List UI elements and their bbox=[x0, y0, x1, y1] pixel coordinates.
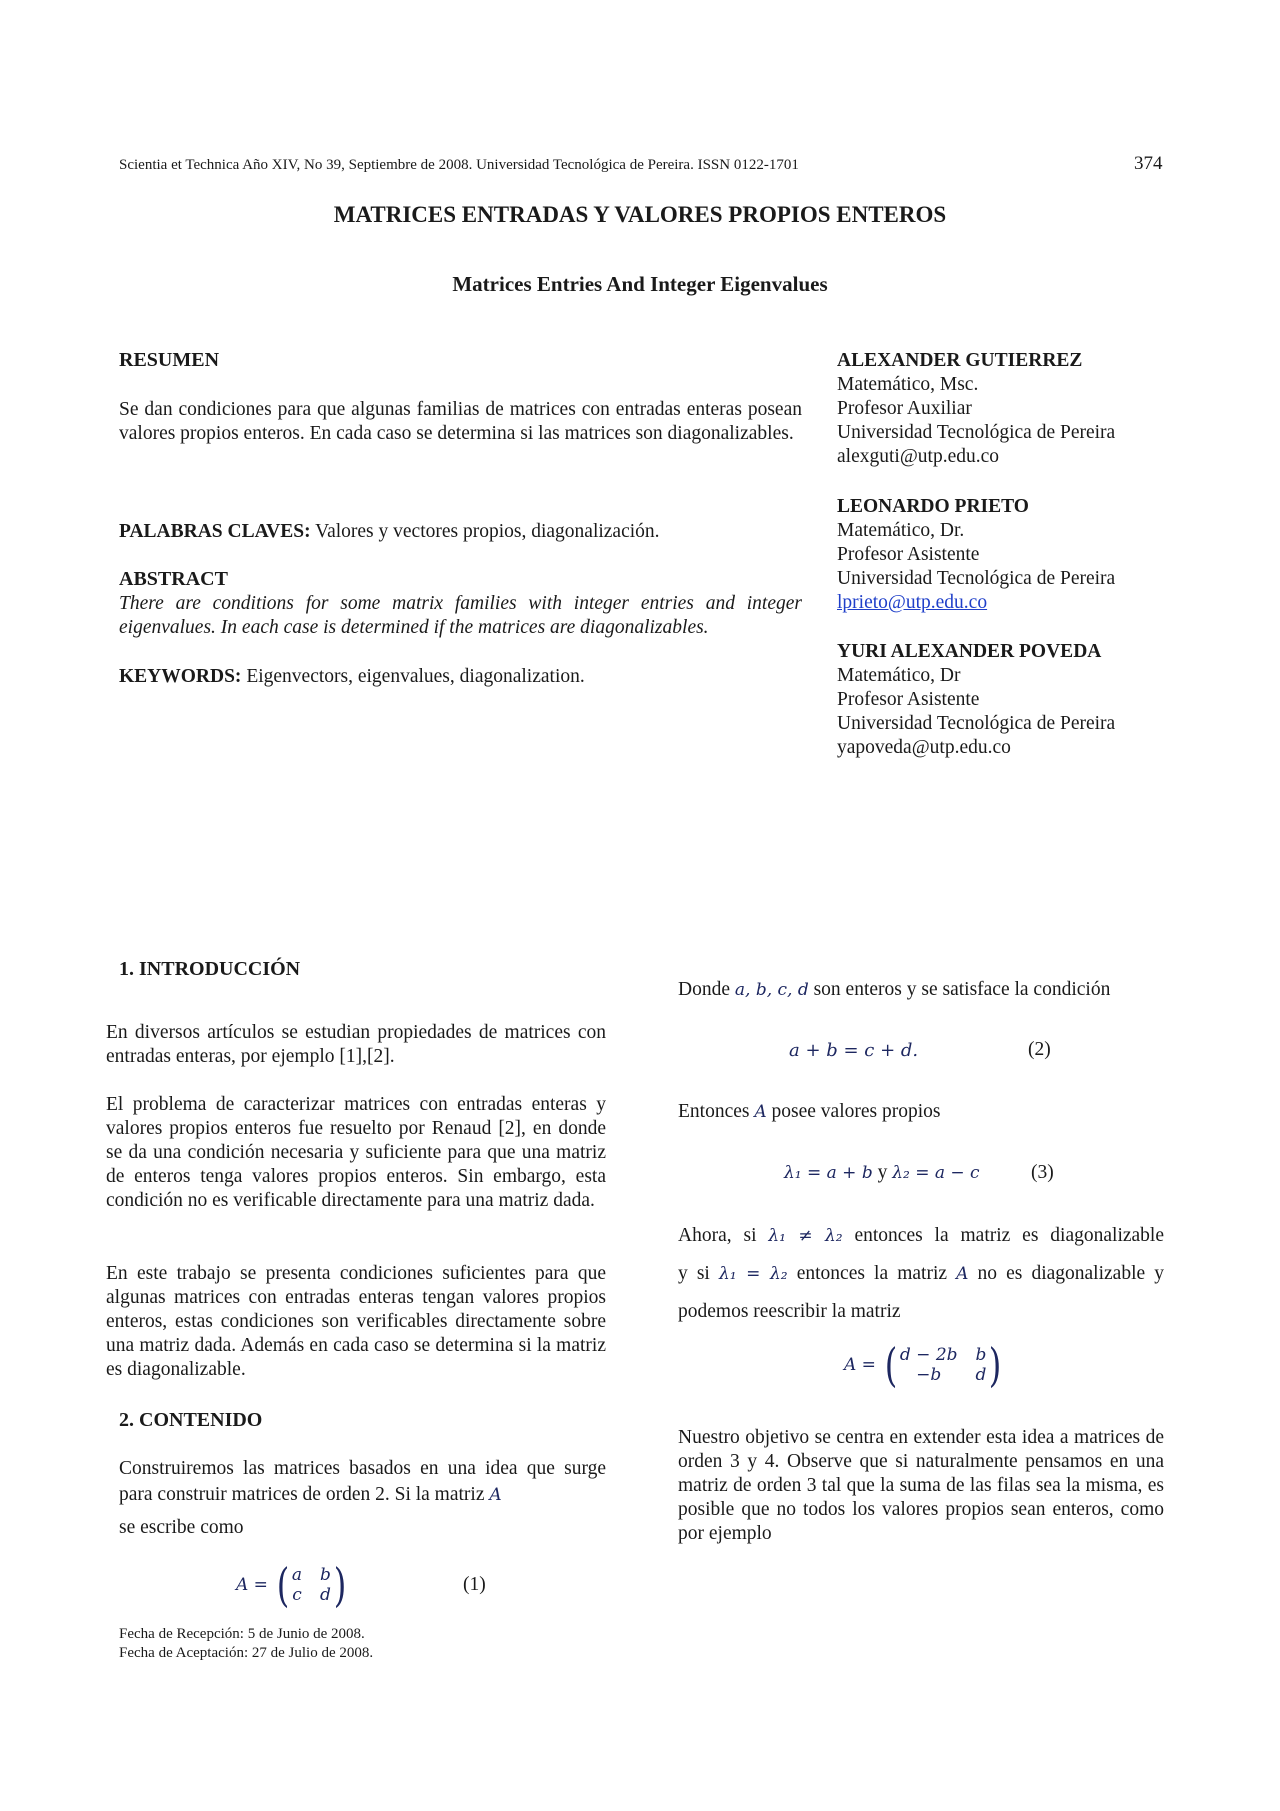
author-degree: Matemático, Dr. bbox=[837, 520, 965, 541]
intro-paragraph-1: En diversos artículos se estudian propiedades de matrices con entradas enteras, por ejemplo [1],[2]. bbox=[106, 1022, 606, 1067]
matrix-entry: −b bbox=[916, 1365, 942, 1385]
donde-post: son enteros y se satisface la condición bbox=[808, 979, 1111, 1000]
contenido-text-end: se escribe como bbox=[119, 1517, 244, 1538]
eq1-lhs: A = bbox=[236, 1575, 268, 1595]
matrix-entry: c bbox=[292, 1585, 302, 1605]
running-header: Scientia et Technica Año XIV, No 39, Septiembre de 2008. Universidad Tecnológica de Pereira. ISSN 0122-1701 bbox=[119, 157, 799, 173]
right-paren: ) bbox=[989, 1338, 1002, 1392]
palabras-claves bbox=[119, 520, 802, 544]
palabras-claves-label: PALABRAS CLAVES: bbox=[119, 521, 311, 542]
entonces-post: posee valores propios bbox=[766, 1101, 941, 1122]
math-lambda-eq: λ₁ = λ₂ bbox=[718, 1264, 788, 1284]
author-position: Profesor Asistente bbox=[837, 544, 980, 565]
matrix-entry: b bbox=[320, 1565, 331, 1585]
donde-pre: Donde bbox=[678, 979, 735, 1000]
math-lambda-neq: λ₁ ≠ λ₂ bbox=[768, 1226, 843, 1246]
abstract-text: There are conditions for some matrix families with integer entries and integer eigenvalues. In each case is determined if the matrices are diagonalizables. bbox=[119, 593, 802, 638]
ysi-post: no es diagonalizable y bbox=[968, 1263, 1164, 1284]
left-paren: ( bbox=[276, 1558, 290, 1612]
contenido-paragraph bbox=[119, 1456, 606, 1508]
intro-paragraph-2: El problema de caracterizar matrices con entradas enteras y valores propios enteros fue resuelto por Renaud [2], en donde se da una condición necesaria y suficiente para que una matriz de enteros tenga valores propios enteros. Sin embargo, esta condición no es verificable directamente para una matriz dada. bbox=[106, 1094, 606, 1211]
author-name: LEONARDO PRIETO bbox=[837, 496, 1029, 517]
resumen-heading: RESUMEN bbox=[119, 349, 220, 371]
author-position: Profesor Auxiliar bbox=[837, 398, 972, 419]
author-institution: Universidad Tecnológica de Pereira bbox=[837, 713, 1116, 734]
keywords-text: Eigenvectors, eigenvalues, diagonalization. bbox=[241, 666, 585, 687]
resumen-text: Se dan condiciones para que algunas familias de matrices con entradas enteras posean valores propios enteros. En cada caso se determina si las matrices son diagonalizables. bbox=[119, 399, 802, 444]
author-degree: Matemático, Dr bbox=[837, 665, 961, 686]
ysi-pre: y si bbox=[678, 1263, 719, 1284]
ysi-line bbox=[678, 1262, 1164, 1286]
math-var-A: A bbox=[489, 1485, 502, 1505]
author-email: alexguti@utp.edu.co bbox=[837, 446, 999, 467]
math-var-A: A bbox=[956, 1264, 969, 1284]
left-paren: ( bbox=[884, 1338, 898, 1392]
palabras-claves-text: Valores y vectores propios, diagonalización. bbox=[310, 521, 660, 542]
footnote bbox=[119, 1625, 373, 1663]
ahora-post: entonces la matriz es diagonalizable bbox=[842, 1225, 1164, 1246]
entonces-line bbox=[678, 1100, 940, 1124]
intro-paragraph-3: En este trabajo se presenta condiciones suficientes para que algunas matrices con entradas enteras tengan valores propios enteros, estas condiciones son verificables directamente sobre una matriz dada. Además en cada caso se determina si la matriz es diagonalizable. bbox=[106, 1263, 606, 1380]
matrix-entry: d − 2b bbox=[899, 1345, 958, 1365]
author-degree: Matemático, Msc. bbox=[837, 374, 979, 395]
donde-line bbox=[678, 978, 1110, 1002]
equation-4 bbox=[844, 1338, 1004, 1392]
eq3-number: (3) bbox=[1031, 1162, 1054, 1183]
lambda-2-expr: λ₂ = a − c bbox=[892, 1163, 980, 1183]
contenido-text: Construiremos las matrices basados en una idea que surge para construir matrices de orden 2. Si la matriz bbox=[119, 1458, 606, 1505]
author-name: YURI ALEXANDER POVEDA bbox=[837, 641, 1102, 662]
right-paren: ) bbox=[333, 1558, 347, 1612]
abstract-heading: ABSTRACT bbox=[119, 568, 228, 590]
matrix-entry: a bbox=[291, 1565, 303, 1585]
ysi-mid: entonces la matriz bbox=[787, 1263, 957, 1284]
fecha-aceptacion: Fecha de Aceptación: 27 de Julio de 2008. bbox=[119, 1645, 374, 1661]
paper-subtitle: Matrices Entries And Integer Eigenvalues bbox=[452, 272, 828, 296]
author-name: ALEXANDER GUTIERREZ bbox=[837, 350, 1083, 371]
matrix-A bbox=[274, 1558, 349, 1612]
ahora-line bbox=[678, 1224, 1164, 1248]
matrix-entry: b bbox=[975, 1345, 987, 1365]
eq3-y: y bbox=[872, 1162, 893, 1183]
author-block-2 bbox=[837, 495, 1115, 615]
author-email: yapoveda@utp.edu.co bbox=[837, 737, 1011, 758]
author-institution: Universidad Tecnológica de Pereira bbox=[837, 422, 1116, 443]
matrix-A-rewritten bbox=[882, 1338, 1004, 1392]
author-email-link[interactable]: lprieto@utp.edu.co bbox=[837, 592, 988, 613]
page-number: 374 bbox=[1134, 153, 1163, 174]
ahora-pre: Ahora, si bbox=[678, 1225, 769, 1246]
final-paragraph: Nuestro objetivo se centra en extender esta idea a matrices de orden 3 y 4. Observe que si naturalmente pensamos en una matriz de orden 3 tal que la suma de las filas sea la misma, es posible que no todos los valores propios sean enteros, como por ejemplo bbox=[678, 1427, 1164, 1544]
equation-1 bbox=[236, 1558, 349, 1612]
author-position: Profesor Asistente bbox=[837, 689, 980, 710]
equation-2: a + b = c + d. bbox=[789, 1040, 919, 1061]
math-var-A: A bbox=[754, 1102, 767, 1122]
eq1-number: (1) bbox=[463, 1574, 486, 1595]
fecha-recepcion: Fecha de Recepción: 5 de Junio de 2008. bbox=[119, 1626, 365, 1642]
lambda-1-expr: λ₁ = a + b bbox=[784, 1163, 873, 1183]
equation-3 bbox=[784, 1162, 980, 1184]
keywords bbox=[119, 665, 802, 689]
matrix-entry: d bbox=[975, 1365, 987, 1385]
eq4-lhs: A = bbox=[844, 1355, 876, 1375]
author-institution: Universidad Tecnológica de Pereira bbox=[837, 568, 1116, 589]
intro-heading: 1. INTRODUCCIÓN bbox=[119, 958, 301, 980]
eq2-number: (2) bbox=[1028, 1039, 1051, 1060]
author-block-1 bbox=[837, 349, 1115, 469]
matrix-entry: d bbox=[320, 1585, 331, 1605]
reescribir-line: podemos reescribir la matriz bbox=[678, 1301, 901, 1322]
math-vars-abcd: a, b, c, d bbox=[734, 980, 809, 1000]
contenido-heading: 2. CONTENIDO bbox=[119, 1409, 263, 1431]
entonces-pre: Entonces bbox=[678, 1101, 755, 1122]
author-block-3 bbox=[837, 640, 1115, 760]
keywords-label: KEYWORDS: bbox=[119, 666, 242, 687]
paper-title: MATRICES ENTRADAS Y VALORES PROPIOS ENTEROS bbox=[333, 202, 947, 227]
